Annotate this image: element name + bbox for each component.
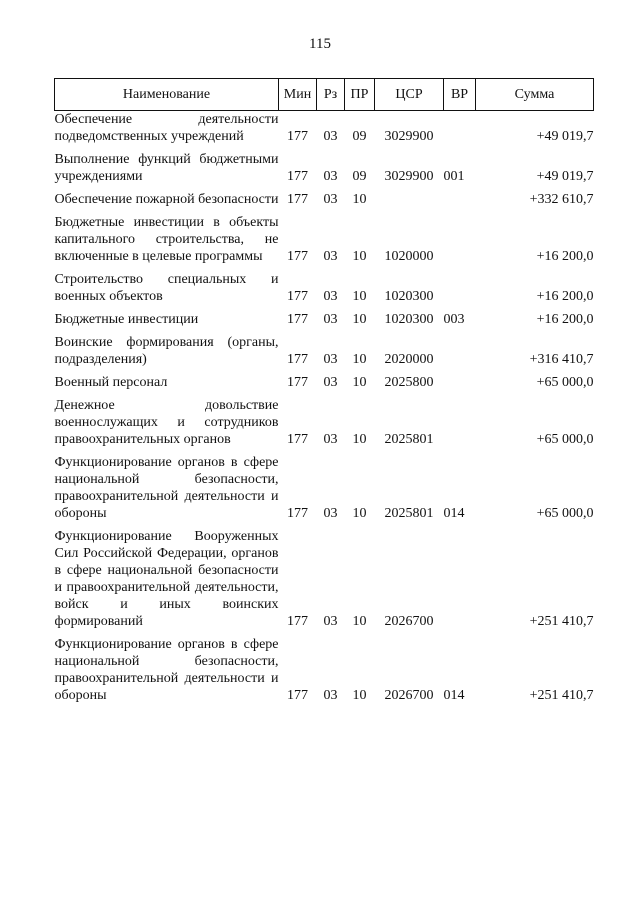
page-number: 115 [309,36,331,52]
row-rz: 03 [323,506,338,521]
header-name: Наименование [55,79,279,111]
row-vr: 014 [443,688,465,703]
row-name: Денежное довольствие военнослужащих и сотрудников правоохранительных органов [54,398,279,447]
table-row [55,214,594,265]
row-name: Функционирование органов в сфере национальной безопасности, правоохранительной деятельности и обороны [54,637,279,703]
row-csr: 2020000 [384,352,434,367]
row-csr: 2026700 [384,614,434,629]
row-sum: +16 200,0 [536,289,594,304]
row-pr: 10 [352,249,367,264]
row-pr: 10 [352,312,367,327]
row-pr: 09 [352,169,367,184]
row-rz: 03 [323,192,338,207]
row-min: 177 [287,289,308,304]
row-sum: +16 200,0 [536,312,594,327]
row-name: Выполнение функций бюджетными учреждениями [54,152,279,184]
table-row [55,374,594,391]
table-row [55,334,594,368]
row-csr [375,191,444,208]
row-vr [444,271,476,305]
row-rz: 03 [323,432,338,447]
row-rz: 03 [323,614,338,629]
row-name: Функционирование Вооруженных Сил Российской Федерации, органов в сфере национальной безопасности и правоохранительной деятельности, войск и иных воинских формирований [54,529,279,629]
row-csr: 1020300 [384,289,434,304]
row-vr [444,214,476,265]
row-pr: 10 [352,352,367,367]
row-vr: 003 [443,312,465,327]
row-rz: 03 [323,169,338,184]
row-pr: 10 [352,192,367,207]
row-csr: 2025800 [384,375,434,390]
row-csr: 3029900 [384,129,434,144]
row-pr: 10 [352,614,367,629]
row-vr: 014 [443,506,465,521]
row-min: 177 [287,614,308,629]
row-name: Обеспечение деятельности подведомственных учреждений [54,112,279,144]
table-row [55,454,594,522]
row-vr [444,374,476,391]
row-vr [444,397,476,448]
budget-table [54,78,594,704]
row-name: Бюджетные инвестиции в объекты капитального строительства, не включенные в целевые программы [54,215,279,264]
row-pr: 10 [352,432,367,447]
row-sum: +251 410,7 [529,688,594,703]
row-csr: 1020000 [384,249,434,264]
row-sum: +65 000,0 [536,432,594,447]
row-min: 177 [287,375,308,390]
row-pr: 10 [352,506,367,521]
table-row [55,111,594,146]
row-vr [444,111,476,146]
row-sum: +49 019,7 [536,129,594,144]
table-row [55,191,594,208]
row-rz: 03 [323,289,338,304]
row-rz: 03 [323,129,338,144]
row-pr: 10 [352,289,367,304]
row-pr: 10 [352,375,367,390]
table-row [55,636,594,704]
header-csr: ЦСР [375,79,444,111]
row-sum: +65 000,0 [536,506,594,521]
row-csr: 2025801 [384,432,434,447]
row-csr: 2026700 [384,688,434,703]
row-vr [444,334,476,368]
table-header-row [55,79,594,111]
header-vr: ВР [444,79,476,111]
row-rz: 03 [323,375,338,390]
row-name: Обеспечение пожарной безопасности [54,192,279,207]
header-rz: Рз [317,79,345,111]
table-row [55,271,594,305]
row-sum: +49 019,7 [536,169,594,184]
header-pr: ПР [345,79,375,111]
row-csr: 3029900 [384,169,434,184]
row-csr: 2025801 [384,506,434,521]
row-sum: +16 200,0 [536,249,594,264]
row-name: Бюджетные инвестиции [54,312,199,327]
table-row [55,311,594,328]
row-csr: 1020300 [384,312,434,327]
row-pr: 10 [352,688,367,703]
row-sum: +316 410,7 [529,352,594,367]
table-body [55,111,594,705]
row-vr [444,528,476,630]
table-row [55,397,594,448]
table-row [55,151,594,185]
row-min: 177 [287,249,308,264]
row-min: 177 [287,432,308,447]
row-name: Военный персонал [54,375,168,390]
row-min: 177 [287,688,308,703]
row-rz: 03 [323,312,338,327]
row-min: 177 [287,129,308,144]
row-min: 177 [287,169,308,184]
row-sum: +332 610,7 [529,192,594,207]
row-rz: 03 [323,688,338,703]
row-name: Воинские формирования (органы, подразделения) [54,335,279,367]
row-min: 177 [287,312,308,327]
row-rz: 03 [323,352,338,367]
row-sum: +251 410,7 [529,614,594,629]
row-pr: 09 [352,129,367,144]
row-vr: 001 [443,169,465,184]
row-sum: +65 000,0 [536,375,594,390]
header-sum: Сумма [476,79,594,111]
row-rz: 03 [323,249,338,264]
row-name: Строительство специальных и военных объектов [54,272,279,304]
row-min: 177 [287,192,308,207]
row-min: 177 [287,352,308,367]
row-name: Функционирование органов в сфере национальной безопасности, правоохранительной деятельности и обороны [54,455,279,521]
row-vr [444,191,476,208]
table-row [55,528,594,630]
row-min: 177 [287,506,308,521]
header-min: Мин [279,79,317,111]
